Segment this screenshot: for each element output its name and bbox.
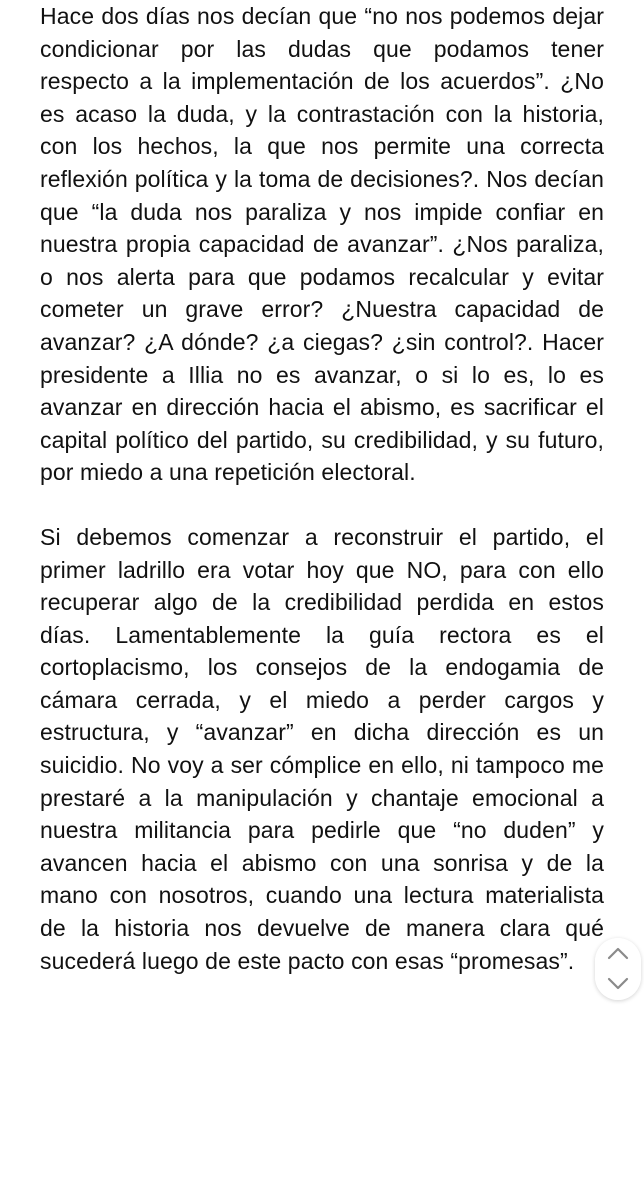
- article-paragraph-1: Hace dos días nos decían que “no nos podemos dejar condicionar por las dudas que podamos tener respecto a la implementación de los acuerdos”. ¿No es acaso la duda, y la contrastación con la historia, con los hechos, la que nos permite una correcta reflexión política y la toma de decisiones?. Nos decían que “la duda nos paraliza y nos impide confiar en nuestra propia capacidad de avanzar”. ¿Nos paraliza, o nos alerta para que podamos recalcular y evitar cometer un grave error? ¿Nuestra capacidad de avanzar? ¿A dónde? ¿a ciegas? ¿sin control?. Hacer presidente a Illia no es avanzar, o si lo es, lo es avanzar en dirección hacia el abismo, es sacrificar el capital político del partido, su credibilidad, y su futuro, por miedo a una repetición electoral.: [40, 3, 604, 486]
- scroll-up-button[interactable]: [595, 938, 641, 969]
- scroll-down-button[interactable]: [595, 969, 641, 1000]
- chevron-up-icon: [606, 944, 630, 962]
- scroll-navigation: [595, 938, 641, 1000]
- article-paragraph-2: Si debemos comenzar a reconstruir el partido, el primer ladrillo era votar hoy que NO, para con ello recuperar algo de la credibilidad perdida en estos días. Lamentablemente la guía rectora es el cortoplacismo, los consejos de la endogamia de cámara cerrada, y el miedo a perder cargos y estructura, y “avanzar” en dicha dirección es un suicidio. No voy a ser cómplice en ello, ni tampoco me prestaré a la manipulación y chantaje emocional a nuestra militancia para pedirle que “no duden” y avancen hacia el abismo con una sonrisa y de la mano con nosotros, cuando una lectura materialista de la historia nos devuelve de manera clara qué sucederá luego de este pacto con esas “promesas”.: [40, 523, 604, 974]
- article-body: [40, 0, 604, 977]
- chevron-down-icon: [606, 975, 630, 993]
